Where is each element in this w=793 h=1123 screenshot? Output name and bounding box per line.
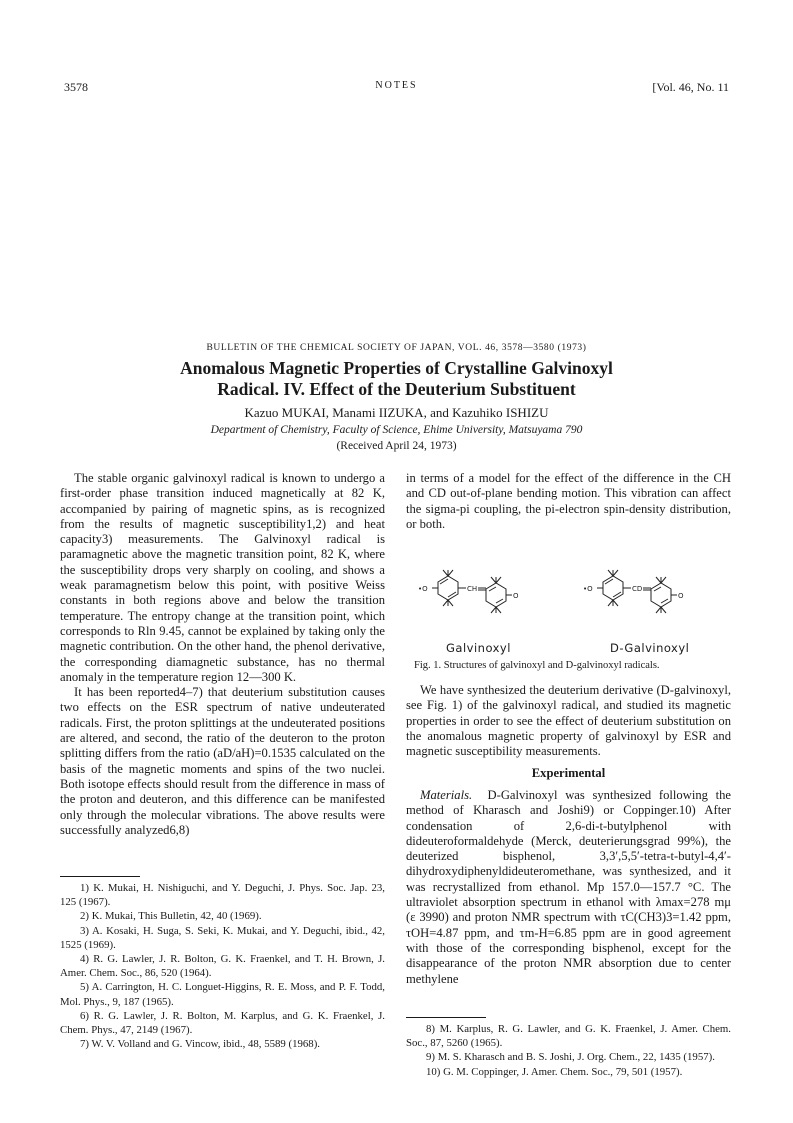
article-title	[64, 358, 729, 400]
title-line-2: Radical. IV. Effect of the Deuterium Substituent	[217, 379, 576, 399]
reference-item: 3) A. Kosaki, H. Suga, S. Seki, K. Mukai, and Y. Deguchi, ibid., 42, 1525 (1969).	[60, 924, 385, 951]
benzene-ring	[438, 576, 458, 600]
volume-info: [Vol. 46, No. 11	[652, 80, 729, 94]
bridge-ch-label: CH	[467, 585, 478, 593]
quinone-ring	[486, 583, 506, 607]
page-number: 3578	[64, 80, 88, 94]
reference-item: 6) R. G. Lawler, J. R. Bolton, M. Karplus, and G. K. Fraenkel, J. Chem. Phys., 47, 2149 (1967).	[60, 1009, 385, 1037]
continuation-paragraph: in terms of a model for the effect of the difference in the CH and CD out-of-plane bending motion. This vibration can affect the sigma-pi coupling, the pi-electron spin-density distribution, or both.	[406, 471, 731, 531]
reference-item: 9) M. S. Kharasch and B. S. Joshi, J. Org. Chem., 22, 1435 (1957).	[426, 1051, 715, 1064]
oxy-label: O	[678, 592, 684, 600]
right-references	[406, 1022, 731, 1079]
quinone-ring	[651, 583, 671, 607]
section-heading-experimental: Experimental	[531, 766, 606, 780]
running-section: NOTES	[375, 80, 418, 91]
intro-paragraph-2: It has been reported4–7) that deuterium substitution causes two effects on the ESR spectrum of native undeuterated radicals. First, the proton splittings at the undeuterated positions are altered, and second, the ratio of the deuteron to the proton splitting differs from the ratio (aD/aH)=0.1535 calculated on the basis of the magnetic moments and spins of the two nuclei. Both isotope effects should result from the difference in mass of the proton and deuteron, and this difference can be manifested only through the molecular vibrations. The above results were successfully analyzed6,8)	[60, 685, 385, 837]
intro-paragraph-1: The stable organic galvinoxyl radical is known to undergo a first-order phase transition induced magnetically at 82 K, accompanied by pairing of magnetic spins, as is recognized from the results of magnetic susceptibility1,2) and heat capacity3) measurements. The Galvinoxyl radical is paramagnetic above the magnetic transition point, 82 K, where the susceptibility drops very sharply on cooling, and shows a weak paramagnetism below this point, with positive Weiss constants in both regions above and below the transition temperature. The entropy change at the transition point, which corresponds to Rln 9.45, cannot be explained by taking only the magnetic contribution. On the other hand, the phenol derivative, the corresponding diamagnetic substance, has no thermal anomaly in the temperature region 12—300 K.	[60, 471, 385, 684]
reference-item: 1) K. Mukai, H. Nishiguchi, and Y. Deguchi, J. Phys. Soc. Jap. 23, 125 (1967).	[60, 882, 385, 909]
left-references	[60, 881, 385, 1051]
materials-paragraph	[406, 788, 731, 987]
bridge-cd-label: CD	[632, 585, 643, 593]
authors: Kazuo MUKAI, Manami IIZUKA, and Kazuhiko ISHIZU	[244, 405, 549, 420]
right-column-middle	[406, 683, 731, 759]
footnote-divider	[406, 1017, 486, 1018]
materials-section	[406, 788, 731, 987]
oxy-radical-label: •O	[583, 585, 593, 593]
synthesis-intro-paragraph: We have synthesized the deuterium derivative (D-galvinoxyl, see Fig. 1) of the galvinoxyl radical, and studied its magnetic properties in order to see the effect of deuterium substitution on the anomalous magnetic property of galvinoxyl by ESR and magnetic susceptibility measurements.	[406, 683, 731, 759]
reference-item: 2) K. Mukai, This Bulletin, 42, 40 (1969).	[80, 910, 262, 923]
benzene-ring	[603, 576, 623, 600]
figure-caption: Fig. 1. Structures of galvinoxyl and D-galvinoxyl radicals.	[414, 660, 660, 671]
figure-label-galvinoxyl: Galvinoxyl	[446, 641, 511, 655]
title-line-1: Anomalous Magnetic Properties of Crystalline Galvinoxyl	[180, 358, 613, 378]
materials-text: D-Galvinoxyl was synthesized following the method of Kharasch and Joshi9) or Coppinger.10) After condensation of 2,6-di-t-butylphenol with dideuteroformaldehyde (Merck, deuterierungsgrad 99%), the deuterized bisphenol, 3,3′,5,5′-tetra-t-butyl-4,4′-dihydroxydiphenyldideuteromethane, was synthesized, and it was recrystallized from ethanol. Mp 157.0—157.7 °C. The ultraviolet absorption spectrum in ethanol with λmax=278 mμ (ε 3990) and proton NMR spectrum with τC(CH3)3=1.42 ppm, τOH=4.87 ppm, and τm-H=6.85 ppm are in good agreement with those of the corresponding bisphenol, except for the disappearance of the proton NMR absorption due to center methylene	[406, 788, 731, 986]
reference-item: 8) M. Karplus, R. G. Lawler, and G. K. Fraenkel, J. Amer. Chem. Soc., 87, 5260 (1965).	[406, 1023, 731, 1050]
oxy-label: O	[513, 592, 519, 600]
reference-item: 5) A. Carrington, H. C. Longuet-Higgins, R. E. Moss, and P. F. Todd, Mol. Phys., 9, 187 (1965).	[60, 981, 385, 1008]
materials-lead: Materials.	[420, 788, 473, 802]
affiliation: Department of Chemistry, Faculty of Science, Ehime University, Matsuyama 790	[210, 424, 583, 436]
figure-label-d-galvinoxyl: D-Galvinoxyl	[610, 641, 690, 655]
structure-figure	[406, 546, 731, 626]
right-column-top	[406, 471, 731, 532]
left-column	[60, 471, 385, 838]
oxy-radical-label: •O	[418, 585, 428, 593]
received-date: (Received April 24, 1973)	[336, 440, 457, 452]
reference-item: 4) R. G. Lawler, J. R. Bolton, G. K. Fraenkel, and T. H. Brown, J. Amer. Chem. Soc., 86, 520 (1964).	[60, 953, 385, 980]
footnote-divider	[60, 876, 140, 877]
journal-citation: BULLETIN OF THE CHEMICAL SOCIETY OF JAPAN, VOL. 46, 3578—3580 (1973)	[206, 343, 587, 353]
reference-item: 7) W. V. Volland and G. Vincow, ibid., 48, 5589 (1968).	[80, 1038, 320, 1051]
reference-item: 10) G. M. Coppinger, J. Amer. Chem. Soc., 79, 501 (1957).	[426, 1065, 683, 1078]
